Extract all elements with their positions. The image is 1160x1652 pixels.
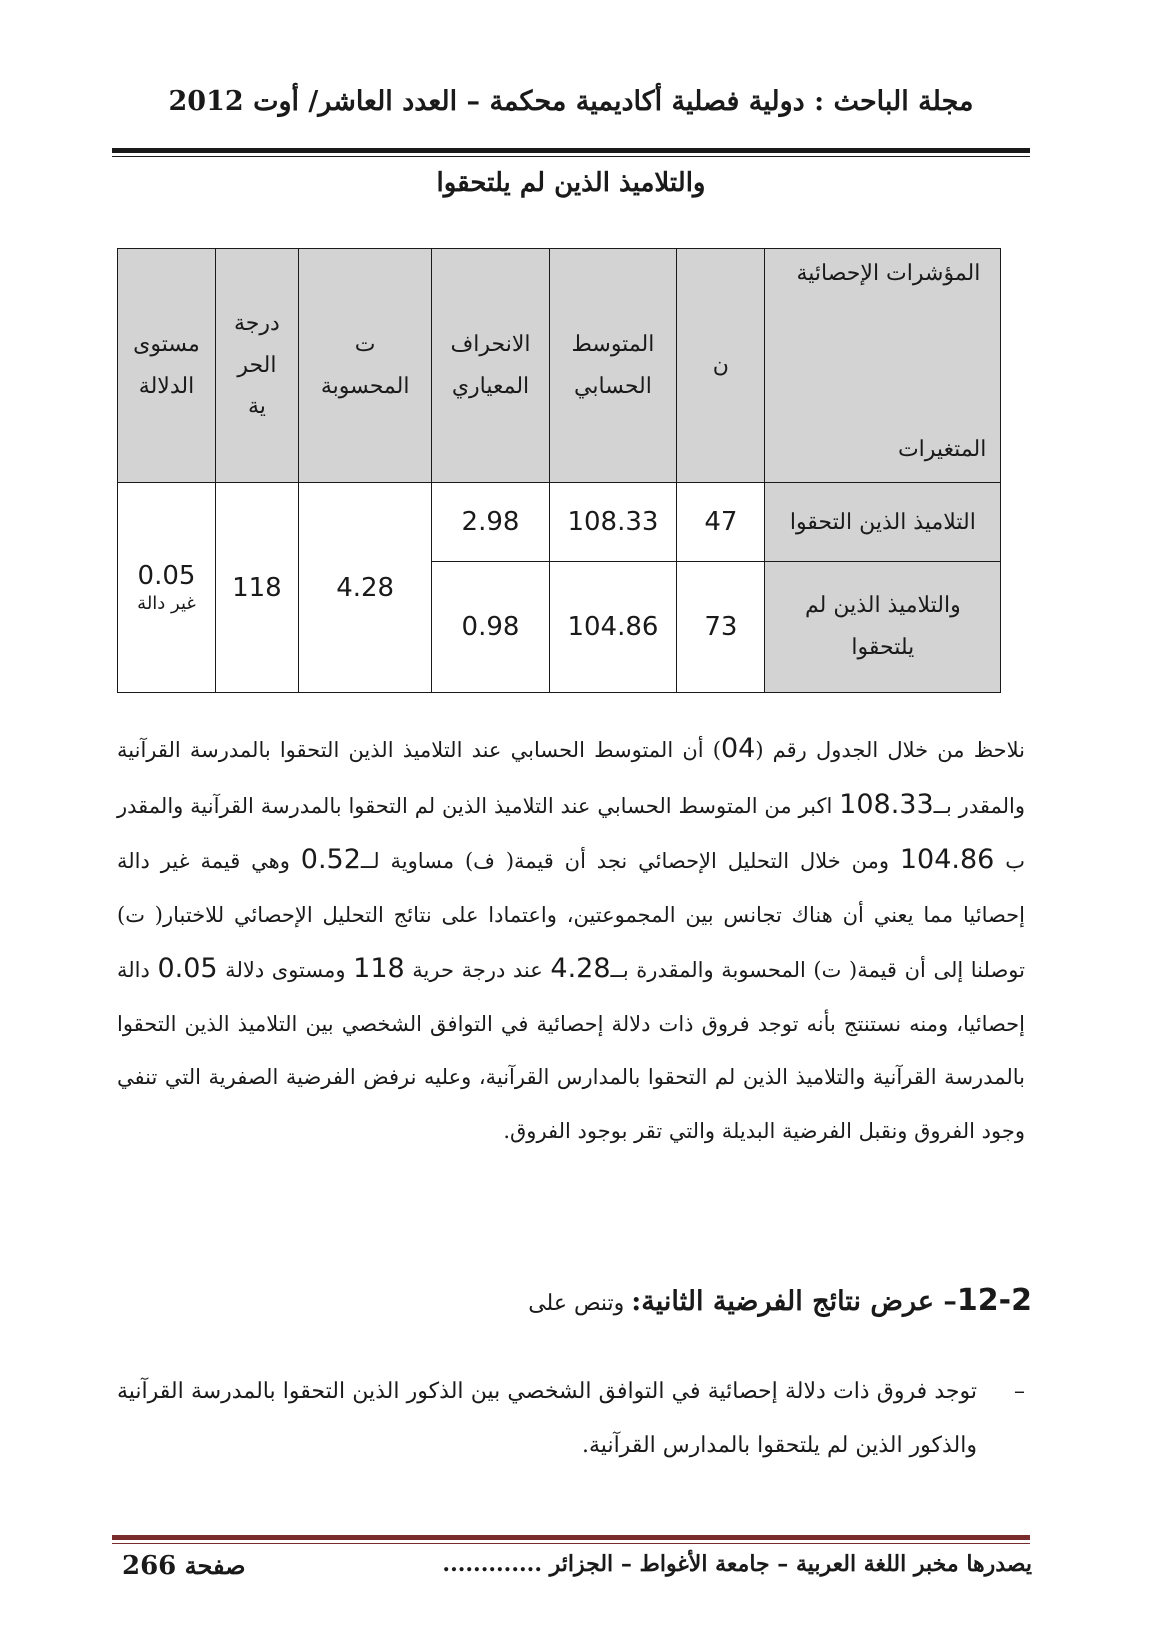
cell-mean: 104.86 xyxy=(549,562,677,693)
footer-page-number: صفحة 266 xyxy=(122,1551,246,1581)
header-std-dev: الانحراف المعياري xyxy=(432,249,549,483)
footer-rule xyxy=(112,1535,1030,1544)
journal-header xyxy=(112,86,1030,117)
footer-publisher: يصدرها مخبر اللغة العربية – جامعة الأغواط – الجزائر ............. xyxy=(442,1551,1032,1577)
section-number: 12-2 xyxy=(956,1283,1032,1318)
header-mean: المتوسط الحسابي xyxy=(549,249,677,483)
table-header-row xyxy=(118,249,1001,483)
significance-note: غير دالة xyxy=(137,593,196,614)
cell-degrees-freedom: 118 xyxy=(216,483,299,693)
section-heading: 12-2– عرض نتائج الفرضية الثانية: وتنص على xyxy=(528,1283,1032,1318)
cell-t-value: 4.28 xyxy=(298,483,432,693)
row-label-enrolled: التلاميذ الذين التحقوا xyxy=(765,483,1001,562)
section-tail: وتنص على xyxy=(528,1291,632,1316)
journal-title: مجلة الباحث : دولية فصلية أكاديمية محكمة – العدد العاشر/ أوت xyxy=(253,86,974,117)
cell-mean: 108.33 xyxy=(549,483,677,562)
hypothesis-bullet xyxy=(117,1365,1025,1473)
header-rule xyxy=(112,148,1030,157)
header-statistical-indicators: المؤشرات الإحصائية xyxy=(796,261,981,286)
cell-std-dev: 2.98 xyxy=(432,483,549,562)
header-n: ن xyxy=(677,249,765,483)
cell-n: 47 xyxy=(677,483,765,562)
bullet-dash: – xyxy=(1014,1379,1025,1404)
journal-year: 2012 xyxy=(168,86,244,117)
header-variables: المتغيرات xyxy=(897,437,987,462)
header-significance-level: مستوى الدلالة xyxy=(118,249,216,483)
section-title: عرض نتائج الفرضية الثانية: xyxy=(631,1286,944,1317)
significance-value: 0.05 xyxy=(137,561,196,591)
header-degrees-freedom: درجة الحر ية xyxy=(216,249,299,483)
corner-header-cell xyxy=(765,249,1001,483)
cell-n: 73 xyxy=(677,562,765,693)
table-title: والتلاميذ الذين لم يلتحقوا xyxy=(436,168,706,198)
table-row xyxy=(118,483,1001,562)
header-t-computed: ت المحسوبة xyxy=(298,249,432,483)
bullet-text: توجد فروق ذات دلالة إحصائية في التوافق الشخصي بين الذكور الذين التحقوا بالمدرسة القرآنية والذكور الذين لم يلتحقوا بالمدارس القرآنية. xyxy=(117,1379,977,1458)
cell-significance xyxy=(118,483,216,693)
row-label-not-enrolled: والتلاميذ الذين لم يلتحقوا xyxy=(765,562,1001,693)
cell-std-dev: 0.98 xyxy=(432,562,549,693)
results-paragraph: نلاحظ من خلال الجدول رقم (04) أن المتوسط الحسابي عند التلاميذ الذين التحقوا بالمدرسة القرآنية والمقدر بــ108.33 اكبر من المتوسط الحسابي عند التلاميذ الذين لم التحقوا بالمدرسة القرآنية والمقدر ب 104.86 ومن خلال التحليل الإحصائي نجد أن قيمة( ف) مساوية لــ0.52 وهي قيمة غير دالة إحصائيا مما يعني أن هناك تجانس بين المجموعتين، واعتمادا على نتائج التحليل الإحصائي للاختبار( ت) توصلنا إلى أن قيمة( ت) المحسوبة والمقدرة بــ4.28 عند درجة حرية 118 ومستوى دلالة 0.05 دالة إحصائيا، ومنه نستنتج بأنه توجد فروق ذات دلالة إحصائية في التوافق الشخصي بين التلاميذ الذين التحقوا بالمدرسة القرآنية والتلاميذ الذين لم التحقوا بالمدارس القرآنية، وعليه نرفض الفرضية الصفرية التي تنفي وجود الفروق ونقبل الفرضية البديلة والتي تقر بوجود الفروق. xyxy=(117,733,1025,1143)
statistics-table xyxy=(117,248,1001,693)
